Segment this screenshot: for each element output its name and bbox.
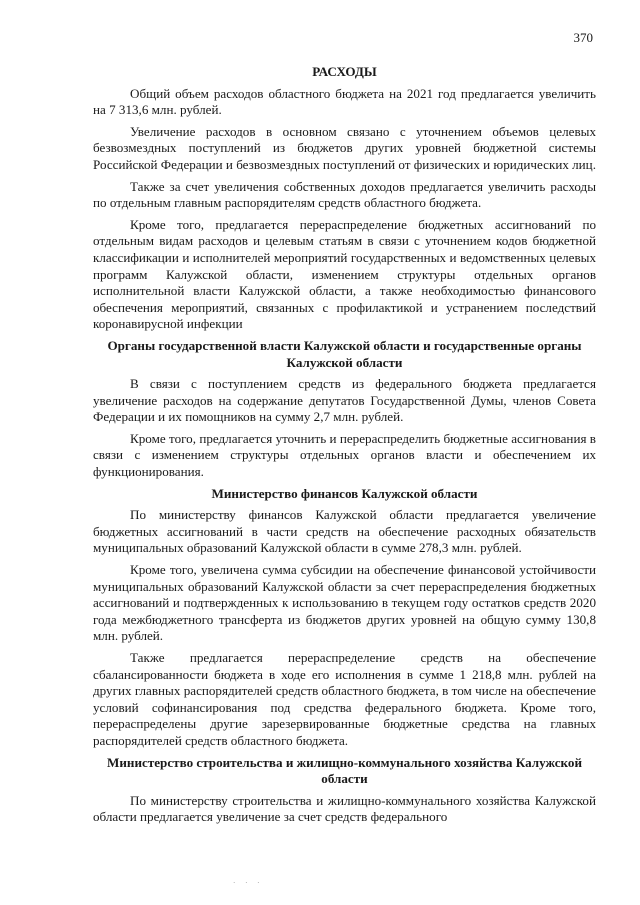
paragraph: По министерству финансов Калужской области предлагается увеличение бюджетных ассигнований в части средств на обеспечение расходных обязательств муниципальных образований Калужской области в сумме 278,3 млн. рублей. bbox=[93, 507, 596, 556]
page-number: 370 bbox=[573, 30, 593, 45]
paragraph: Кроме того, предлагается перераспределение бюджетных ассигнований по отдельным видам расходов и целевым статьям в связи с уточнением кодов бюджетной классификации и исполнителей мероприятий государственных и ведомственных целевых программ Калужской области, изменением структуры отдельных органов исполнительной власти Калужской области, а также необходимостью финансового обеспечения мероприятий, связанных с профилактикой и устранением последствий коронавирусной инфекции bbox=[93, 216, 596, 332]
paragraph: Увеличение расходов в основном связано с уточнением объемов целевых безвозмездных поступлений из бюджетов других уровней бюджетной системы Российской Федерации и безвозмездных поступлений от физических и юридических лиц. bbox=[93, 123, 596, 172]
heading-government-organs: Органы государственной власти Калужской области и государственные органы Калужской области bbox=[107, 337, 582, 370]
scan-artifact-marks: · · · bbox=[233, 879, 264, 887]
paragraph: В связи с поступлением средств из федерального бюджета предлагается увеличение расходов на содержание депутатов Государственной Думы, членов Совета Федерации и их помощников на сумму 2,7 млн. рублей. bbox=[93, 376, 596, 425]
paragraph: Также предлагается перераспределение средств на обеспечение сбалансированности бюджета в ходе его исполнения в сумме 1 218,8 млн. рублей на других главных распорядителей средств областного бюджета, в том числе на обеспечение условий софинансирования под средства федерального бюджета. Кроме того, перераспределены другие зарезервированные бюджетные средства на главных распорядителей средств областного бюджета. bbox=[93, 650, 596, 748]
paragraph: Кроме того, предлагается уточнить и перераспределить бюджетные ассигнования в связи с изменением структуры отдельных органов власти и обеспечением их функционирования. bbox=[93, 430, 596, 480]
paragraph: По министерству строительства и жилищно-коммунального хозяйства Калужской области предлагается увеличение за счет средств федерального bbox=[93, 792, 596, 825]
paragraph: Также за счет увеличения собственных доходов предлагается увеличить расходы по отдельным главным распорядителям средств областного бюджета. bbox=[93, 178, 596, 211]
section-title: РАСХОДЫ bbox=[312, 64, 377, 79]
heading-finance-ministry: Министерство финансов Калужской области bbox=[211, 485, 478, 501]
document-body bbox=[93, 64, 596, 831]
paragraph: Общий объем расходов областного бюджета на 2021 год предлагается увеличить на 7 313,6 млн. рублей. bbox=[93, 85, 596, 118]
heading-construction-ministry: Министерство строительства и жилищно-коммунального хозяйства Калужской области bbox=[107, 754, 582, 787]
paragraph: Кроме того, увеличена сумма субсидии на обеспечение финансовой устойчивости муниципальных образований Калужской области за счет перераспределения бюджетных ассигнований и подтвержденных к использованию в текущем году остатков средств 2020 года межбюджетного трансферта из бюджетов других уровней на общую сумму 130,8 млн. рублей. bbox=[93, 562, 596, 644]
